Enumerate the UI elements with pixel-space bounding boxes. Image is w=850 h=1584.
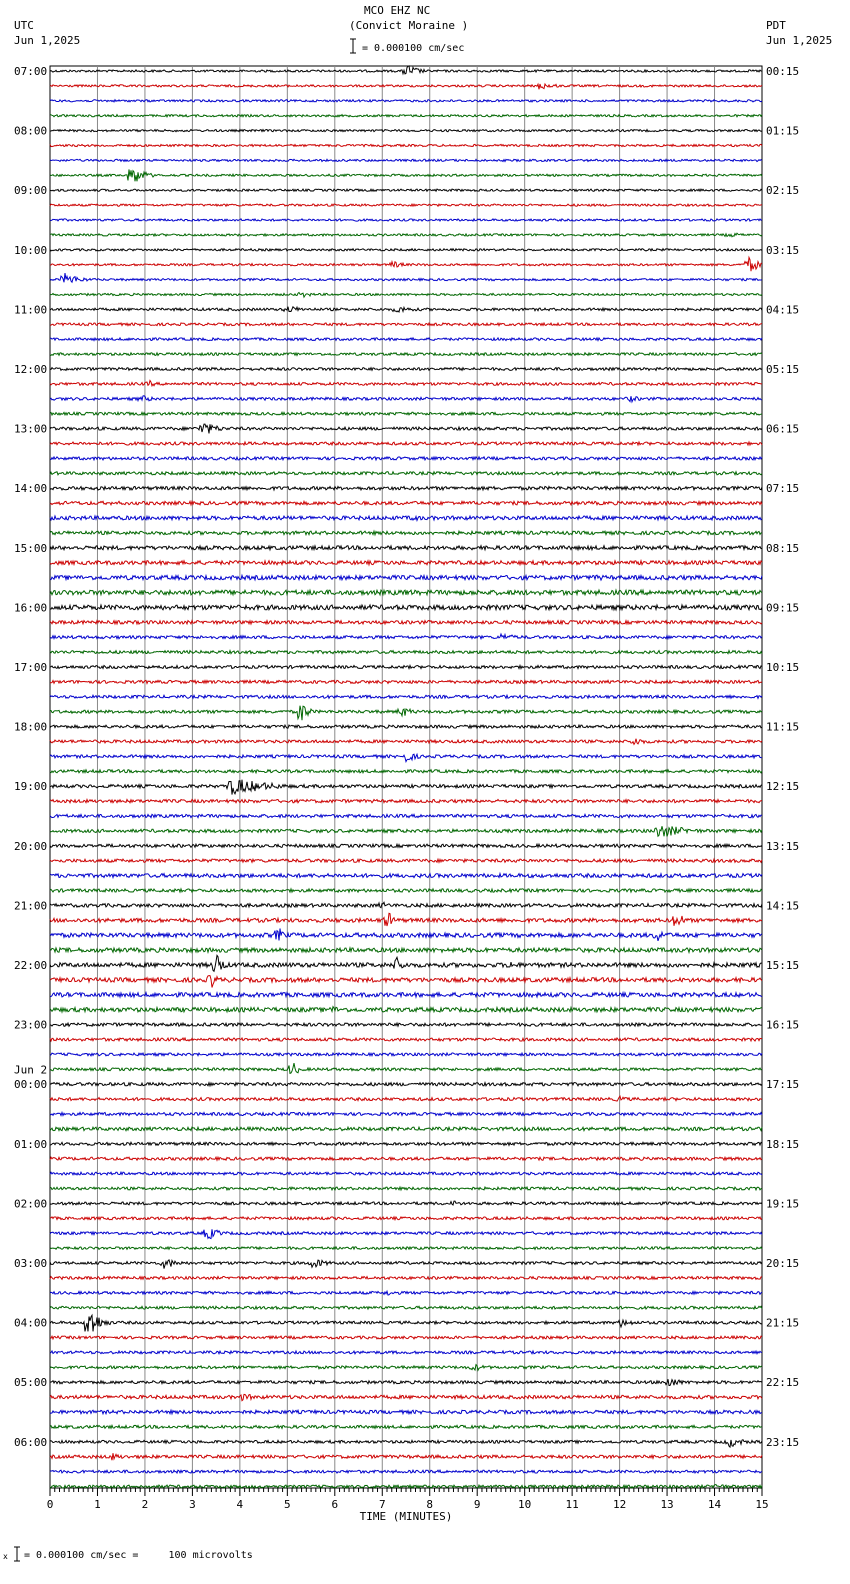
trace-row (50, 889, 762, 892)
axis-tick-label: 1 (94, 1498, 101, 1511)
right-date: Jun 1,2025 (766, 34, 833, 47)
seismic-traces (50, 66, 762, 1488)
trace-row (50, 546, 762, 550)
trace-row (50, 412, 762, 415)
axis-tick-label: 12 (612, 1498, 627, 1511)
trace-row (50, 1277, 762, 1280)
trace-row (50, 84, 762, 89)
pdt-hour-label: 16:15 (766, 1018, 800, 1032)
trace-row (50, 1410, 762, 1414)
axis-tick-label: 0 (46, 1498, 54, 1511)
trace-row (50, 948, 762, 952)
trace-row (50, 353, 762, 356)
pdt-hour-label: 03:15 (766, 243, 800, 257)
trace-row (50, 814, 762, 817)
trace-row (50, 1336, 762, 1339)
utc-hour-label: 14:00 (14, 482, 48, 496)
trace-row (50, 1229, 762, 1238)
trace-row (50, 516, 762, 520)
utc-hour-label: 17:00 (14, 661, 48, 674)
utc-hour-label: 00:00 (14, 1078, 48, 1092)
trace-row (50, 859, 762, 862)
trace-row (50, 976, 762, 988)
trace-row (50, 1038, 762, 1041)
trace-row (50, 1365, 762, 1371)
trace-row (50, 100, 762, 102)
trace-row (50, 169, 762, 181)
trace-row (50, 666, 762, 669)
pdt-hour-label: 14:15 (766, 899, 800, 913)
pdt-hour-label: 01:15 (766, 124, 800, 138)
trace-row (50, 725, 762, 728)
trace-row (50, 457, 762, 460)
axis-tick-label: 8 (426, 1498, 434, 1511)
trace-row (50, 590, 762, 595)
trace-row (50, 800, 762, 803)
axis-tick-label: 4 (236, 1498, 244, 1511)
trace-row (50, 1485, 762, 1488)
trace-row (50, 338, 762, 341)
trace-row (50, 1453, 762, 1460)
trace-row (50, 706, 762, 721)
trace-row (50, 634, 762, 639)
left-date: Jun 1,2025 (14, 34, 81, 47)
trace-row (50, 1096, 762, 1101)
utc-hour-label: 16:00 (14, 601, 48, 615)
utc-hour-label: 01:00 (14, 1137, 48, 1151)
trace-row (50, 605, 762, 610)
trace-row (50, 1217, 762, 1220)
trace-row (50, 424, 762, 433)
utc-hour-label: 09:00 (14, 184, 48, 198)
trace-row (50, 739, 762, 745)
pdt-hour-label: 08:15 (766, 541, 800, 555)
pdt-hour-label: 22:15 (766, 1376, 800, 1390)
utc-hour-label: 02:00 (14, 1197, 48, 1211)
trace-row (50, 233, 762, 237)
right-timezone: PDT (766, 19, 786, 32)
hour-labels (14, 65, 799, 1449)
axis-tick-label: 9 (473, 1498, 481, 1511)
pdt-hour-label: 13:15 (766, 839, 800, 853)
utc-hour-label: 13:00 (14, 422, 48, 436)
trace-row (50, 1201, 762, 1205)
trace-row (50, 1247, 762, 1250)
trace-row (50, 219, 762, 221)
trace-row (50, 257, 762, 271)
axis-tick-label: 14 (707, 1498, 722, 1511)
trace-row (50, 396, 762, 402)
trace-row (50, 1470, 762, 1473)
axis-tick-label: 10 (518, 1498, 532, 1511)
axis-tick-label: 11 (565, 1498, 579, 1511)
trace-row (50, 486, 762, 490)
trace-row (50, 651, 762, 654)
trace-row (50, 1023, 762, 1026)
pdt-hour-label: 07:15 (766, 482, 800, 496)
pdt-hour-label: 23:15 (766, 1435, 800, 1449)
trace-row (50, 159, 762, 161)
utc-hour-label: 12:00 (14, 363, 48, 376)
trace-row (50, 1351, 762, 1354)
trace-row (50, 1053, 762, 1056)
trace-row (50, 1187, 762, 1190)
trace-row (50, 780, 762, 795)
trace-row (50, 680, 762, 683)
utc-hour-label: 06:00 (14, 1435, 48, 1449)
utc-hour-label: 11:00 (14, 303, 48, 317)
trace-row (50, 874, 762, 878)
trace-row (50, 323, 762, 326)
trace-row (50, 472, 762, 475)
axis-tick-label: 3 (189, 1498, 196, 1511)
station-title: MCO EHZ NC (364, 4, 431, 17)
pdt-hour-label: 17:15 (766, 1078, 800, 1092)
utc-hour-label: 21:00 (14, 899, 48, 913)
pdt-hour-label: 02:15 (766, 184, 800, 198)
trace-row (50, 1157, 762, 1160)
footer-scale-note: = 0.000100 cm/sec = 100 microvolts (24, 1550, 253, 1561)
pdt-hour-label: 11:15 (766, 720, 800, 734)
scale-bar-label: = 0.000100 cm/sec (362, 43, 465, 54)
utc-hour-label: 08:00 (14, 124, 48, 138)
pdt-hour-label: 06:15 (766, 422, 800, 436)
trace-row (50, 1440, 762, 1447)
trace-row (50, 902, 762, 907)
trace-row (50, 1113, 762, 1116)
trace-row (50, 1291, 762, 1295)
trace-row (50, 575, 762, 580)
trace-row (50, 1394, 762, 1400)
pdt-hour-label: 12:15 (766, 780, 800, 794)
trace-row (50, 929, 762, 941)
trace-row (50, 621, 762, 625)
axis-tick-label: 7 (378, 1498, 386, 1511)
footer-scale-icon (3, 1546, 23, 1562)
time-axis (47, 1488, 769, 1523)
utc-hour-label: 07:00 (14, 65, 48, 78)
trace-row (50, 368, 762, 371)
svg-text:x: x (3, 1552, 8, 1561)
trace-row (50, 826, 762, 836)
trace-row (50, 204, 762, 206)
trace-row (50, 130, 762, 132)
trace-row (50, 1142, 762, 1145)
pdt-hour-label: 21:15 (766, 1316, 800, 1330)
trace-row (50, 993, 762, 997)
trace-row (50, 115, 762, 117)
trace-row (50, 381, 762, 386)
axis-tick-label: 2 (141, 1498, 149, 1511)
trace-row (50, 1083, 762, 1086)
utc-hour-label: 15:00 (14, 541, 48, 555)
utc-hour-label: 23:00 (14, 1018, 48, 1032)
utc-hour-label: 10:00 (14, 243, 48, 257)
trace-row (50, 249, 762, 251)
trace-row (50, 1425, 762, 1428)
trace-row (50, 293, 762, 298)
utc-hour-label: 03:00 (14, 1257, 48, 1270)
trace-row (50, 66, 762, 74)
date-change-label: Jun 2 (14, 1063, 48, 1077)
trace-row (50, 1007, 762, 1012)
trace-row (50, 189, 762, 191)
trace-row (50, 695, 762, 698)
trace-row (50, 1260, 762, 1269)
trace-row (50, 531, 762, 535)
trace-row (50, 955, 762, 971)
utc-hour-label: 22:00 (14, 959, 48, 972)
trace-row (50, 561, 762, 565)
utc-hour-label: 05:00 (14, 1376, 48, 1390)
utc-hour-label: 19:00 (14, 780, 48, 794)
trace-row (50, 307, 762, 312)
pdt-hour-label: 15:15 (766, 959, 800, 972)
trace-row (50, 1063, 762, 1073)
site-subtitle: (Convict Moraine ) (349, 19, 469, 32)
trace-row (50, 754, 762, 761)
pdt-hour-label: 04:15 (766, 303, 800, 317)
pdt-hour-label: 19:15 (766, 1197, 800, 1211)
trace-row (50, 1172, 762, 1175)
trace-row (50, 844, 762, 847)
pdt-hour-label: 00:15 (766, 65, 800, 78)
trace-row (50, 1315, 762, 1331)
pdt-hour-label: 10:15 (766, 661, 800, 674)
pdt-hour-label: 09:15 (766, 601, 800, 615)
axis-tick-label: 13 (660, 1498, 674, 1511)
trace-row (50, 273, 762, 282)
x-axis-label: TIME (MINUTES) (359, 1510, 453, 1523)
pdt-hour-label: 20:15 (766, 1257, 800, 1270)
trace-row (50, 770, 762, 773)
trace-row (50, 501, 762, 505)
trace-row (50, 913, 762, 926)
pdt-hour-label: 05:15 (766, 363, 800, 376)
trace-row (50, 1127, 762, 1131)
utc-hour-label: 04:00 (14, 1316, 48, 1330)
trace-row (50, 442, 762, 445)
axis-tick-label: 15 (755, 1498, 769, 1511)
utc-hour-label: 20:00 (14, 839, 48, 853)
pdt-hour-label: 18:15 (766, 1137, 800, 1151)
axis-tick-label: 6 (331, 1498, 339, 1511)
trace-row (50, 1306, 762, 1309)
utc-hour-label: 18:00 (14, 720, 48, 734)
trace-row (50, 1379, 762, 1385)
left-timezone: UTC (14, 19, 34, 32)
axis-tick-label: 5 (284, 1498, 291, 1511)
trace-row (50, 144, 762, 146)
